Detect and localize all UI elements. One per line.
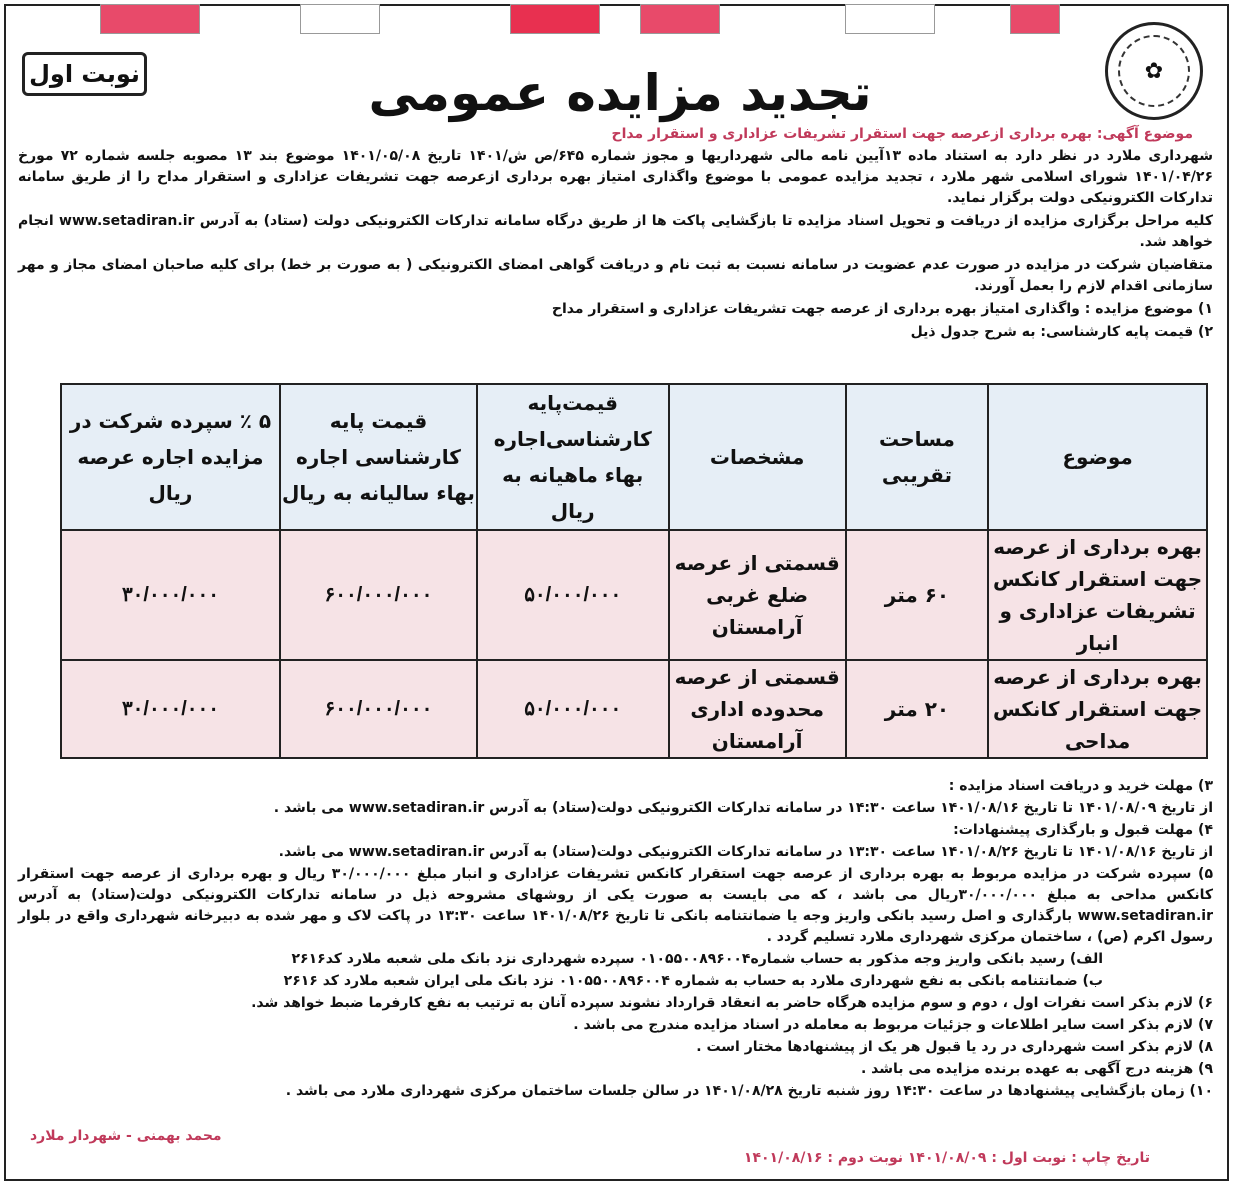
list-item: ۴) مهلت قبول و بارگذاری پیشنهادات:: [953, 822, 1213, 838]
list-item: ۵) سپرده شرکت در مزایده مربوط به بهره برداری از عرصه جهت استقرار کانکس تشریفات عزاداری و انبار مبلغ ۳۰/۰۰۰/۰۰۰ ریال و بهره برداری از عرصه جهت استقرار کانکس مداحی به مبلغ ۳۰/۰۰۰/۰۰۰ریال می باشد ، که می بایست به صورت یکی از روشهای مشروحه ذیل در سامانه تدارکات الکترونیکی دولت(ستاد) به آدرس www.setadiran.ir بارگذاری و اصل رسید بانکی واریز وجه یا ضمانتنامه بانکی تا تاریخ ۱۴۰۱/۰۸/۲۶ ساعت ۱۳:۳۰ در پاکت لاک و مهر شده به دبیرخانه شهرداری واقع در بلوار رسول اکرم (ص) ، ساختمان مرکزی شهرداری ملارد تسلیم گردد .: [18, 866, 1213, 945]
cell-monthly-price: ۵۰/۰۰۰/۰۰۰: [477, 530, 669, 660]
cell-area: ۲۰ متر: [846, 660, 988, 758]
cell-monthly-price: ۵۰/۰۰۰/۰۰۰: [477, 660, 669, 758]
cell-deposit: ۳۰/۰۰۰/۰۰۰: [61, 660, 280, 758]
cell-specs: قسمتی از عرصه ضلع غربی آرامستان: [669, 530, 846, 660]
table-header-row: [61, 384, 1207, 530]
col-specs: مشخصات: [669, 384, 846, 530]
color-strip: [845, 4, 935, 34]
paragraph: کلیه مراحل برگزاری مزایده از دریافت و تحویل اسناد مزایده تا بازگشایی پاکت ها از طریق درگاه سامانه تدارکات الکترونیکی دولت (ستاد) به آدرس www.setadiran.ir انجام خواهد شد.: [18, 213, 1213, 250]
cell-subject: بهره برداری از عرصه جهت استقرار کانکس مداحی: [988, 660, 1207, 758]
intro-text: [18, 146, 1213, 345]
signature: محمد بهمنی - شهردار ملارد: [30, 1128, 222, 1144]
list-item: ۳) مهلت خرید و دریافت اسناد مزایده :: [948, 778, 1213, 794]
color-strip: [300, 4, 380, 34]
paragraph: متقاضیان شرکت در مزایده در صورت عدم عضویت در سامانه نسبت به ثبت نام و دریافت گواهی امضای الکترونیکی ( به صورت بر خط) برای کلیه صاحبان امضای مجاز و مهر سازمانی اقدام لازم را بعمل آورند.: [18, 257, 1213, 294]
color-strip: [100, 4, 200, 34]
table-row: [61, 660, 1207, 758]
col-subject: موضوع: [988, 384, 1207, 530]
municipality-logo: [1105, 22, 1203, 120]
list-item: ۱۰) زمان بازگشایی پیشنهادها در ساعت ۱۴:۳۰ روز شنبه تاریخ ۱۴۰۱/۰۸/۲۸ در سالن جلسات ساختمان مرکزی شهرداری ملارد می باشد .: [285, 1083, 1213, 1099]
edition-badge: نوبت اول: [22, 52, 147, 96]
print-date: تاریخ چاپ : نوبت اول : ۱۴۰۱/۰۸/۰۹ نوبت دوم : ۱۴۰۱/۰۸/۱۶: [743, 1150, 1150, 1166]
list-item: از تاریخ ۱۴۰۱/۰۸/۱۶ تا تاریخ ۱۴۰۱/۰۸/۲۶ ساعت ۱۳:۳۰ در سامانه تدارکات الکترونیکی دولت(ستاد) به آدرس www.setadiran.ir می باشد.: [278, 844, 1213, 860]
col-area: مساحت تقریبی: [846, 384, 988, 530]
paragraph: شهرداری ملارد در نظر دارد به استناد ماده ۱۳آیین نامه مالی شهرداریها و مجوز شماره ۶۴۵/ص ش/۱۴۰۱ تاریخ ۱۴۰۱/۰۵/۰۸ موضوع بند ۱۳ مصوبه جلسه شماره ۷۲ مورخ ۱۴۰۱/۰۴/۲۶ شورای اسلامی شهر ملارد ، تجدید مزایده عمومی با موضوع واگذاری امتیاز بهره برداری ازعرصه جهت تشریفات عزاداری و استقرار مداح را از طریق سامانه تدارکات الکترونیکی دولت برگزار نماید.: [18, 148, 1214, 206]
cell-yearly-price: ۶۰۰/۰۰۰/۰۰۰: [280, 530, 477, 660]
page-title: تجدید مزایده عمومی: [368, 64, 872, 122]
col-monthly-price: قیمت‌پایه کارشناسی‌اجاره بهاء ماهیانه به ریال: [477, 384, 669, 530]
list-item: ۷) لازم بذکر است سایر اطلاعات و جزئیات مربوط به معامله در اسناد مزایده مندرج می باشد .: [573, 1017, 1213, 1033]
cell-specs: قسمتی از عرصه محدوده اداری آرامستان: [669, 660, 846, 758]
logo-emblem-icon: ✿: [1118, 35, 1190, 107]
col-deposit: ۵ ٪ سپرده شرکت در مزایده اجاره عرصه ریال: [61, 384, 280, 530]
list-item: از تاریخ ۱۴۰۱/۰۸/۰۹ تا تاریخ ۱۴۰۱/۰۸/۱۶ ساعت ۱۴:۳۰ در سامانه تدارکات الکترونیکی دولت(ستاد) به آدرس www.setadiran.ir می باشد .: [273, 800, 1213, 816]
price-table: [60, 383, 1208, 759]
table-row: [61, 530, 1207, 660]
list-item: ب) ضمانتنامه بانکی به نفع شهرداری ملارد به حساب به شماره ۰۱۰۵۵۰۰۸۹۶۰۰۴ نزد بانک ملی ایران شعبه ملارد کد ۲۶۱۶: [283, 973, 1103, 989]
cell-area: ۶۰ متر: [846, 530, 988, 660]
list-item: الف) رسید بانکی واریز وجه مذکور به حساب شماره۰۱۰۵۵۰۰۸۹۶۰۰۴ سپرده شهرداری نزد بانک ملی شعبه ملارد کد۲۶۱۶: [291, 951, 1103, 967]
ad-subject: موضوع آگهی: بهره برداری ازعرصه جهت استقرار تشریفات عزاداری و استقرار مداح: [611, 126, 1193, 142]
list-item: ۶) لازم بذکر است نفرات اول ، دوم و سوم مزایده هرگاه حاضر به انعقاد قرارداد نشوند سپرده آنان به ترتیب به نفع کارفرما ضبط خواهد شد.: [251, 995, 1213, 1011]
paragraph: ۱) موضوع مزایده : واگذاری امتیاز بهره برداری از عرصه جهت تشریفات عزاداری و استقرار مداح: [551, 301, 1213, 317]
col-yearly-price: قیمت پایه کارشناسی اجاره بهاء سالیانه به ریال: [280, 384, 477, 530]
cell-subject: بهره برداری از عرصه جهت استقرار کانکس تشریفات عزاداری و انبار: [988, 530, 1207, 660]
cell-yearly-price: ۶۰۰/۰۰۰/۰۰۰: [280, 660, 477, 758]
list-item: ۹) هزینه درج آگهی به عهده برنده مزایده می باشد .: [860, 1061, 1213, 1077]
color-strip: [640, 4, 720, 34]
cell-deposit: ۳۰/۰۰۰/۰۰۰: [61, 530, 280, 660]
list-item: ۸) لازم بذکر است شهرداری در رد یا قبول هر یک از پیشنهادها مختار است .: [696, 1039, 1213, 1055]
color-strip: [1010, 4, 1060, 34]
color-strip: [510, 4, 600, 34]
paragraph: ۲) قیمت پایه کارشناسی: به شرح جدول ذیل: [910, 324, 1213, 340]
conditions-list: [18, 776, 1213, 1103]
